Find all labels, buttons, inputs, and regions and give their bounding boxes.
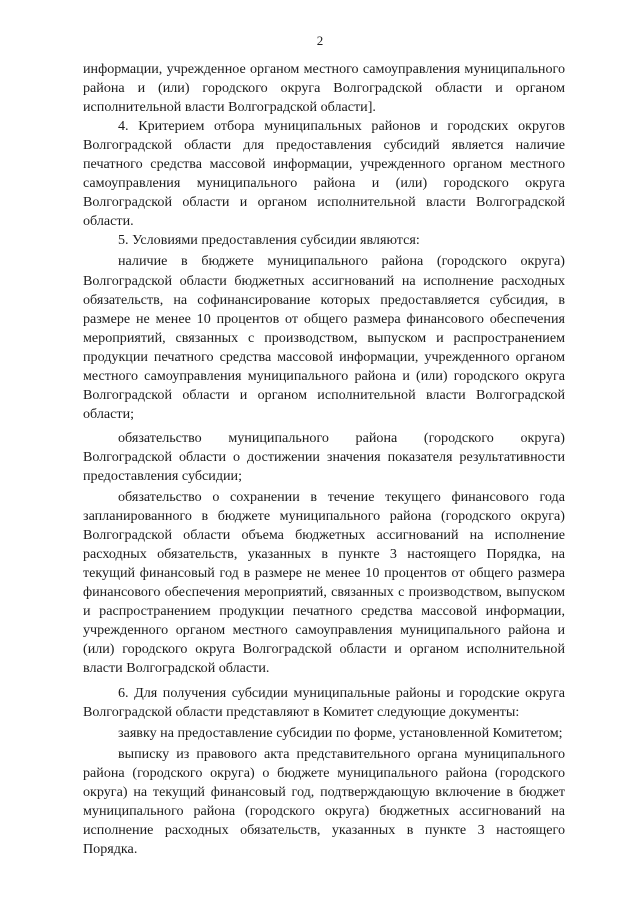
paragraph: 5. Условиями предоставления субсидии являются: — [118, 232, 420, 249]
paragraph: 4. Критерием отбора муниципальных районов и городских округов Волгоградской области для предоставления субсидий является наличие печатного средства массовой информации, учрежденного органом местного самоуправления муниципального района и (или) городского округа Волгоградской области и органом исполнительной власти Волгоградской области. — [83, 118, 565, 230]
paragraph: обязательство муниципального района (городского округа) Волгоградской области о достижении значения показателя результативности предоставления субсидии; — [83, 429, 565, 484]
page-number: 2 — [316, 33, 324, 48]
paragraph: 6. Для получения субсидии муниципальные районы и городские округа Волгоградской области представляют в Комитет следующие документы: — [83, 684, 565, 720]
paragraph: наличие в бюджете муниципального района (городского округа) Волгоградской области бюджетных ассигнований на исполнение расходных обязательств, на софинансирование которых предоставляется субсидия, в размере не менее 10 процентов от общего размера финансового обеспечения мероприятий, связанных с производством, выпуском и распространением продукции печатного средства массовой информации, учрежденного органом местного самоуправления муниципального района и (или) городского округа Волгоградской области и органом исполнительной власти Волгоградской области; — [83, 253, 565, 422]
paragraph: заявку на предоставление субсидии по форме, установленной Комитетом; — [118, 724, 563, 741]
document-body — [83, 60, 565, 859]
paragraph: обязательство о сохранении в течение текущего финансового года запланированного в бюджете муниципального района (городского округа) Волгоградской области объема бюджетных ассигнований на исполнение расходных обязательств, указанных в пункте 3 настоящего Порядка, на текущий финансовый год в размере не менее 10 процентов от общего размера финансового обеспечения мероприятий, связанных с производством, выпуском и распространением продукции печатного средства массовой информации, учрежденного органом местного самоуправления муниципального района и (или) городского округа Волгоградской области и органом исполнительной власти Волгоградской области. — [83, 489, 565, 677]
paragraph: информации, учрежденное органом местного самоуправления муниципального района и (или) городского округа Волгоградской области и органом исполнительной власти Волгоградской области]. — [83, 61, 565, 116]
paragraph: выписку из правового акта представительного органа муниципального района (городского округа) о бюджете муниципального района (городского округа) на текущий финансовый год, подтверждающую включение в бюджет муниципального района (городского округа) бюджетных ассигнований на исполнение расходных обязательств, указанных в пункте 3 настоящего Порядка. — [83, 745, 565, 857]
